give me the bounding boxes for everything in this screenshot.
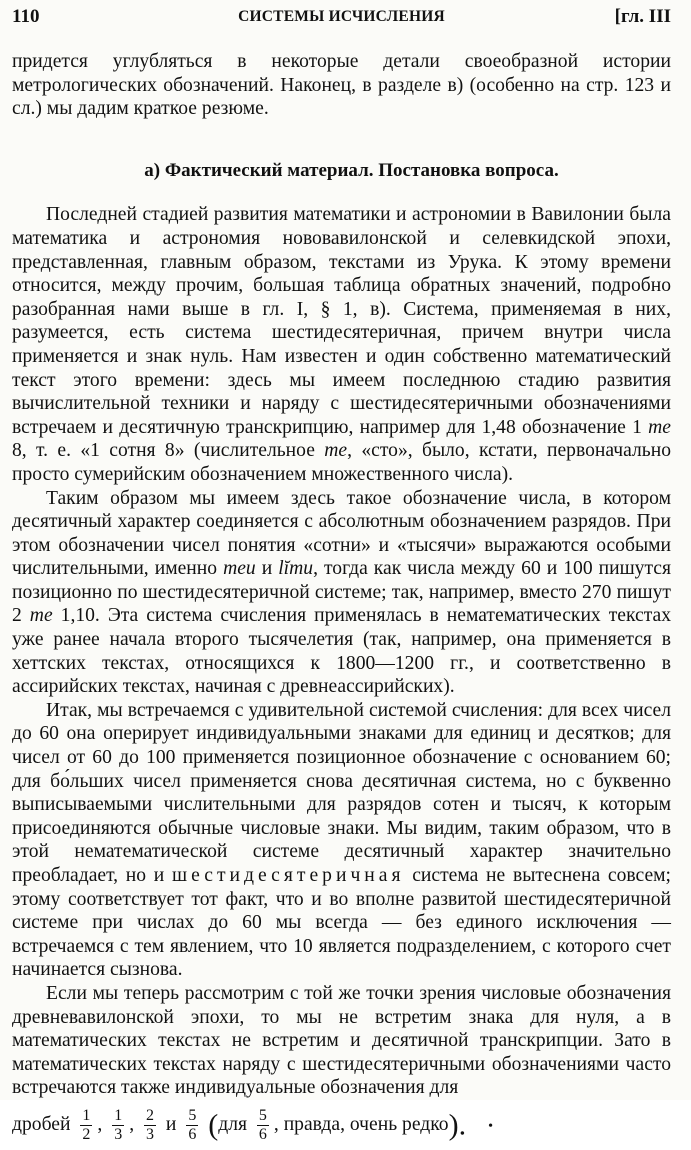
paragraph-1-text-b: 8, т. е. «1 сотня 8» (числительное [12,440,325,462]
separator-1: , [97,1113,103,1135]
paragraph-3-text-b: система не вытеснена совсем; этому соответствует тот факт, что и во вполне развитой шестидесятеричной системе при числах до 60 мы всегда — без единого исключения — встречаемся с тем явлением, что 10 является подразделением, с которого счет начинается сызнова. [12,865,671,981]
paragraph-1-me-1: me [648,416,671,438]
paragraph-1-text-c: , «сто», было, кстати, первоначально просто сумерийским обозначением множественного числа). [12,440,671,485]
fraction-numerator: 5 [188,1106,197,1124]
open-parenthesis: ( [208,1108,219,1142]
fraction-numerator: 1 [114,1106,123,1124]
paragraph-2 [12,487,671,699]
paragraph-3 [12,699,671,982]
paragraph-2-meu: meu [223,558,256,580]
paragraph-4: Если мы теперь рассмотрим с той же точки зрения числовые обозначения древневавилонской эпохи, то мы не встретим знака для нуля, а в математических текстах не встретим и десятичной транскрипции. Зато в математических текстах наряду с шестидесятеричными обозначениями часто встречаются также индивидуальные обозначения для [12,982,671,1099]
fraction-one-half [80,1107,92,1144]
page-number: 110 [12,6,40,27]
close-parenthesis: ). [448,1108,467,1142]
stray-dot: • [488,1118,493,1134]
paragraph-2-me: me [29,605,53,627]
chapter-label: [гл. III [614,6,671,27]
fraction-denominator: 6 [258,1125,267,1143]
paragraph-3-text-a: Итак, мы встречаемся с удивительной системой счисления: для всех чисел до 60 она оперирует индивидуальными знаками для единиц и десятков; для чисел от 60 до 100 применяется позиционное обозначение с основанием 60; для бо́льших чисел применяется снова десятичная система, но с буквенно выписываемыми числительными для разрядов сотен и тысяч, к которым присоединяются обычные числовые знаки. Мы видим, таким образом, что в этой нематематической системе десятичный характер значительно преобладает, но и [12,699,671,886]
fraction-one-third [112,1107,124,1144]
conjunction: и [165,1113,177,1135]
fraction-denominator: 6 [188,1125,197,1143]
paragraph-2-text-a: Таким образом мы имеем здесь такое обозначение числа, в котором десятичный характер соединяется с абсолютным обозначением разрядов. При этом обозначении чисел понятия «сотни» и «тысячи» выражаются особыми числительными, именно [12,487,671,580]
fraction-denominator: 2 [82,1125,91,1143]
running-head [12,4,671,30]
intro-paragraph: придется углубляться в некоторые детали своеобразной истории метрологических обозначений. Наконец, в разделе в) (особенно на стр. 123 и сл.) мы дадим краткое резюме. [12,51,671,120]
fractions-line [12,1102,671,1150]
paragraph-2-text-d: 1,10. Эта система счисления применялась в нематематических текстах уже ранее начала второго тысячелетия (так, например, она применяется в хеттских текстах, относящихся к 1800—1200 гг., и соответственно в ассирийских текстах, начиная с древнеассирийских). [12,605,671,698]
rarely-note: , правда, очень редко [273,1113,449,1135]
paragraph-1-me-2: me [324,440,348,462]
fraction-denominator: 3 [146,1125,154,1143]
paragraph-3-spaced-word: шестидесятеричная [172,865,405,886]
for-word: для [218,1113,247,1135]
running-title: СИСТЕМЫ ИСЧИСЛЕНИЯ [238,8,445,25]
paragraph-1-text-a: Последней стадией развития математики и астрономии в Вавилонии была математика и астрономия нововавилонской и селевкидской эпохи, представленная, главным образом, текстами из Урука. К этому времени относится, между прочим, большая таблица обратных значений, подробно разобранная нами выше в гл. I, § 1, в). Система, применяемая в них, разумеется, есть система шестидесятеричная, причем внутри числа применяется и знак нуль. Нам известен и один собственно математический текст этого времени: здесь мы имеем последнюю стадию развития вычислительной техники и наряду с шестидесятеричными обозначениями встречаем и десятичную транскрипцию, например для 1,48 обозначение 1 [12,204,671,438]
paragraph-2-text-b: и [255,558,279,580]
fraction-numerator: 1 [82,1106,91,1124]
fractions-word: дробей [12,1113,71,1135]
paragraph-2-text-c: , тогда как числа между 60 и 100 пишутся позиционно по шестидесятеричной системе; так, например, вместо 270 пишут 2 [12,558,671,627]
fraction-numerator: 2 [146,1106,154,1124]
fraction-numerator: 5 [258,1106,267,1124]
paragraph-1 [12,203,671,486]
fraction-denominator: 3 [114,1125,123,1143]
fraction-two-thirds [144,1107,156,1144]
separator-2: , [129,1113,135,1135]
fraction-five-sixths [186,1107,198,1144]
paragraph-2-limu: lĭmu [278,558,314,580]
fraction-five-sixths-note [257,1107,269,1144]
section-heading: а) Фактический материал. Постановка вопроса. [144,159,559,181]
